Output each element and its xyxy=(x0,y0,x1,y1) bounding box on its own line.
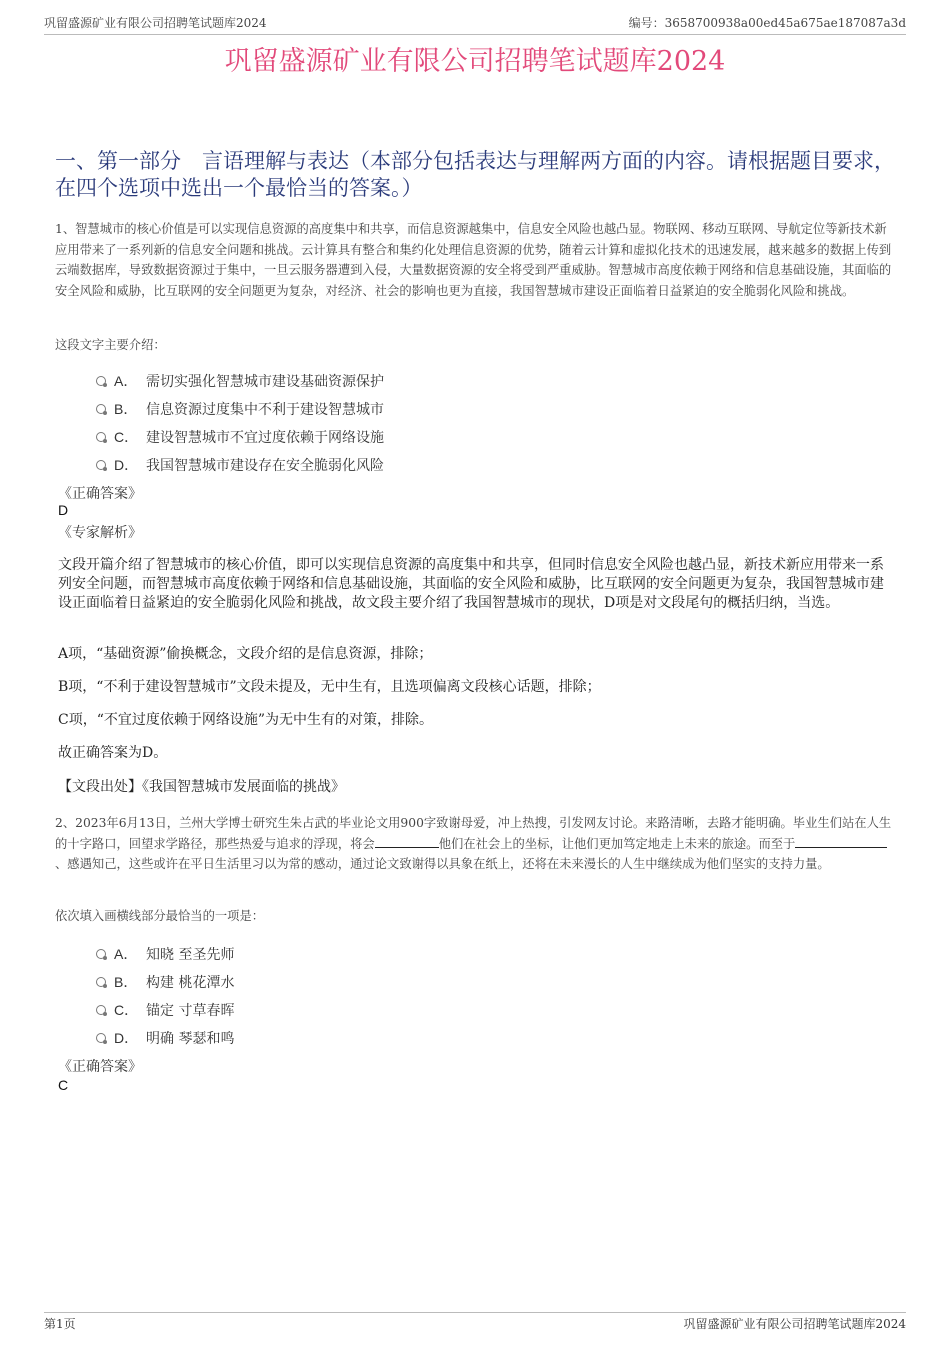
option-a[interactable] xyxy=(96,940,796,968)
option-text: 知晓 至圣先师 xyxy=(146,947,235,963)
answer-value: C xyxy=(58,1077,69,1093)
option-d[interactable] xyxy=(96,1024,796,1052)
section-title: 一、第一部分 言语理解与表达（本部分包括表达与理解两方面的内容。请根据题目要求，在四个选项中选出一个最恰当的答案。） xyxy=(55,149,895,200)
radio-icon[interactable] xyxy=(96,432,106,442)
question-1-prompt: 这段文字主要介绍： xyxy=(55,338,166,352)
question-2-text-part3: 、感遇知己，这些或许在平日生活里习以为常的感动，通过论文致谢得以具象在纸上，还将在未来漫长的人生中继续成为他们坚实的支持力量。 xyxy=(55,857,830,871)
analysis-note-c: C项，“不宜过度依赖于网络设施”为无中生有的对策，排除。 xyxy=(58,712,434,728)
analysis-label: 《专家解析》 xyxy=(58,525,142,541)
question-2-prompt: 依次填入画横线部分最恰当的一项是： xyxy=(55,909,265,923)
header-doc-name: 巩留盛源矿业有限公司招聘笔试题库2024 xyxy=(44,16,267,30)
option-text: 明确 琴瑟和鸣 xyxy=(146,1031,235,1047)
fill-blank-1 xyxy=(375,835,439,848)
radio-icon[interactable] xyxy=(96,977,106,987)
option-text: 我国智慧城市建设存在安全脆弱化风险 xyxy=(146,458,384,474)
option-letter: C． xyxy=(114,1002,139,1018)
option-c[interactable] xyxy=(96,423,796,451)
option-text: 锚定 寸草春晖 xyxy=(146,1003,235,1019)
question-2-options xyxy=(96,940,796,1052)
analysis-text: 文段开篇介绍了智慧城市的核心价值，即可以实现信息资源的高度集中和共享，但同时信息安全风险也越凸显，新技术新应用带来一系列安全问题，而智慧城市高度依赖于网络和信息基础设施，其面临的安全风险和威胁，比互联网的安全问题更为复杂，我国智慧城市建设正面临着日益紧迫的安全脆弱化风险和挑战，故文段主要介绍了我国智慧城市的现状，D项是对文段尾句的概括归纳，当选。 xyxy=(58,557,884,611)
analysis-note-a: A项，“基础资源”偷换概念，文段介绍的是信息资源，排除； xyxy=(58,646,433,662)
page-number: 第1页 xyxy=(44,1317,76,1331)
option-text: 需切实强化智慧城市建设基础资源保护 xyxy=(146,374,384,390)
radio-icon[interactable] xyxy=(96,376,106,386)
option-text: 构建 桃花潭水 xyxy=(146,975,235,991)
question-1-options xyxy=(96,367,796,479)
source-citation: 【文段出处】《我国智慧城市发展面临的挑战》 xyxy=(58,779,345,795)
option-text: 建设智慧城市不宜过度依赖于网络设施 xyxy=(146,430,384,446)
question-2-text-part1: 2、2023年6月13日，兰州大学博士研究生朱占武的毕业论文用900字致谢母爱，冲上热搜，引发网友讨论。来路清晰，去路才能明确。毕业生们站在人生的十字路口，回望求学路径，那些热爱与追求的浮现，将会 xyxy=(55,816,892,851)
analysis-conclusion: 故正确答案为D。 xyxy=(58,745,168,761)
option-b[interactable] xyxy=(96,395,796,423)
radio-icon[interactable] xyxy=(96,404,106,414)
question-2-text xyxy=(55,813,895,875)
answer-label: 《正确答案》 xyxy=(58,1059,142,1075)
fill-blank-2 xyxy=(795,835,887,848)
page-footer xyxy=(44,1312,906,1333)
question-1-text: 1、智慧城市的核心价值是可以实现信息资源的高度集中和共享，而信息资源越集中，信息安全风险也越凸显。物联网、移动互联网、导航定位等新技术新应用带来了一系列新的信息安全问题和挑战。云计算具有整合和集约化处理信息资源的优势，随着云计算和虚拟化技术的迅速发展，越来越多的数据上传到云端数据库，导致数据资源过于集中，一旦云服务器遭到入侵，大量数据资源的安全将受到严重威胁。智慧城市高度依赖于网络和信息基础设施，其面临的安全风险和威胁，比互联网的安全问题更为复杂，对经济、社会的影响也更为直接，我国智慧城市建设正面临着日益紧迫的安全脆弱化风险和挑战。 xyxy=(55,222,892,298)
analysis-note-b: B项，“不利于建设智慧城市”文段未提及，无中生有，且选项偏离文段核心话题，排除； xyxy=(58,679,601,695)
option-text: 信息资源过度集中不利于建设智慧城市 xyxy=(146,402,384,418)
option-d[interactable] xyxy=(96,451,796,479)
answer-value: D xyxy=(58,502,69,518)
option-letter: B． xyxy=(114,401,138,417)
option-a[interactable] xyxy=(96,367,796,395)
page-header xyxy=(44,14,906,35)
option-letter: D． xyxy=(114,457,139,473)
option-letter: D． xyxy=(114,1030,139,1046)
radio-icon[interactable] xyxy=(96,949,106,959)
footer-doc-name: 巩留盛源矿业有限公司招聘笔试题库2024 xyxy=(683,1317,906,1331)
question-2-text-part2: 他们在社会上的坐标，让他们更加笃定地走上未来的旅途。而至于 xyxy=(438,836,796,851)
radio-icon[interactable] xyxy=(96,1033,106,1043)
radio-icon[interactable] xyxy=(96,1005,106,1015)
option-letter: A． xyxy=(114,946,138,962)
option-letter: C． xyxy=(114,429,139,445)
option-c[interactable] xyxy=(96,996,796,1024)
document-title: 巩留盛源矿业有限公司招聘笔试题库2024 xyxy=(224,46,726,77)
option-letter: B． xyxy=(114,974,138,990)
header-doc-id: 编号：3658700938a00ed45a675ae187087a3d xyxy=(628,16,906,30)
option-b[interactable] xyxy=(96,968,796,996)
answer-label: 《正确答案》 xyxy=(58,486,142,502)
option-letter: A． xyxy=(114,373,138,389)
radio-icon[interactable] xyxy=(96,460,106,470)
